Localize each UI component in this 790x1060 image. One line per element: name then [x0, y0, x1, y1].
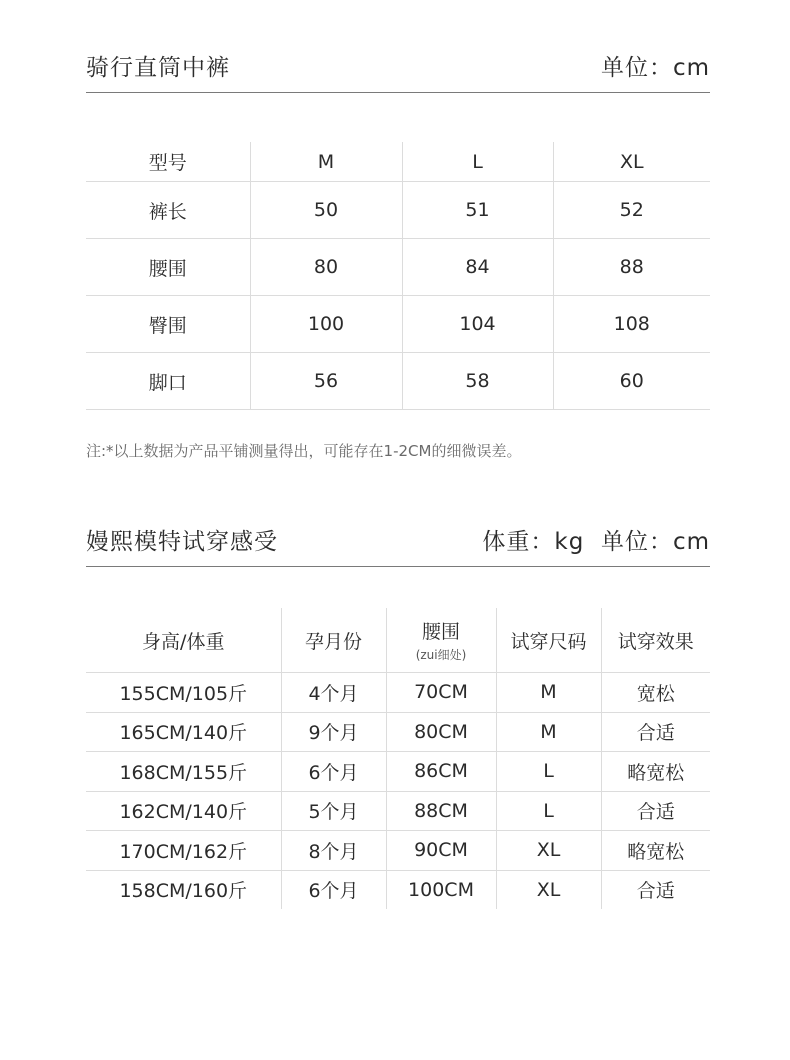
table-cell: 80 — [250, 239, 402, 296]
size-table — [86, 142, 710, 410]
table-cell: 合适 — [601, 870, 710, 909]
header-cell: 试穿效果 — [601, 608, 710, 673]
table-row — [86, 752, 710, 792]
header-cell: XL — [553, 142, 710, 182]
table-cell: 158CM/160斤 — [119, 880, 248, 903]
header-cell: 型号 — [86, 142, 250, 182]
table-cell: 170CM/162斤 — [86, 831, 281, 871]
table-row — [86, 712, 710, 752]
header-waist-label: 腰围 — [421, 621, 460, 643]
model-table-header-row — [86, 608, 710, 673]
header-cell: 孕月份 — [281, 608, 386, 673]
unit-label: 体重：kg 单位：cm — [482, 529, 710, 555]
table-cell: 56 — [250, 353, 402, 410]
table-cell: 6个月 — [281, 870, 386, 909]
table-row — [86, 791, 710, 831]
table-cell: XL — [496, 870, 601, 909]
table-row — [86, 870, 710, 909]
table-cell: 70CM — [386, 673, 496, 713]
table-cell: M — [496, 712, 601, 752]
table-cell: 88 — [553, 239, 710, 296]
table-cell: 6个月 — [281, 752, 386, 792]
header-cell: 试穿尺码 — [496, 608, 601, 673]
model-fit-table — [86, 608, 710, 909]
table-cell: 60 — [553, 353, 710, 410]
table-cell: 5个月 — [281, 791, 386, 831]
table-cell: 8个月 — [281, 831, 386, 871]
table-cell: L — [496, 752, 601, 792]
header-cell: 身高/体重 — [86, 608, 281, 673]
header-cell: M — [250, 142, 402, 182]
product-title: 骑行直筒中裤 — [86, 55, 230, 81]
table-row — [86, 239, 710, 296]
table-cell: 155CM/105斤 — [86, 673, 281, 713]
table-cell: 90CM — [386, 831, 496, 871]
row-label: 腰围 — [86, 239, 250, 296]
table-cell: 合适 — [601, 712, 710, 752]
model-fit-header — [86, 516, 710, 567]
table-cell: 宽松 — [601, 673, 710, 713]
table-cell: 162CM/140斤 — [86, 791, 281, 831]
table-cell: L — [496, 791, 601, 831]
table-cell: 51 — [402, 182, 553, 239]
size-chart-header — [86, 42, 710, 93]
table-row — [86, 673, 710, 713]
table-cell: 108 — [553, 296, 710, 353]
table-row — [86, 353, 710, 410]
table-row — [86, 831, 710, 871]
table-row — [86, 182, 710, 239]
table-cell: 84 — [402, 239, 553, 296]
unit-label: 单位：cm — [600, 55, 710, 81]
measurement-note: 注:*以上数据为产品平铺测量得出，可能存在1-2CM的细微误差。 — [86, 442, 522, 460]
table-cell: 88CM — [386, 791, 496, 831]
row-label: 脚口 — [86, 353, 250, 410]
table-cell: 165CM/140斤 — [86, 712, 281, 752]
table-cell: 4个月 — [281, 673, 386, 713]
table-cell: 58 — [402, 353, 553, 410]
table-cell: 100CM — [386, 870, 496, 909]
header-cell-waist — [386, 608, 496, 673]
size-table-header-row — [86, 142, 710, 182]
header-waist-sublabel: (zui细处) — [415, 648, 467, 662]
table-cell: 86CM — [386, 752, 496, 792]
table-cell: 168CM/155斤 — [86, 752, 281, 792]
table-cell: 100 — [250, 296, 402, 353]
row-label: 裤长 — [86, 182, 250, 239]
row-label: 臀围 — [86, 296, 250, 353]
table-cell: 80CM — [386, 712, 496, 752]
table-cell: 52 — [553, 182, 710, 239]
table-cell: 104 — [402, 296, 553, 353]
table-cell: 50 — [250, 182, 402, 239]
table-cell: 合适 — [601, 791, 710, 831]
table-cell: 9个月 — [281, 712, 386, 752]
table-row — [86, 296, 710, 353]
header-cell: L — [402, 142, 553, 182]
table-cell: M — [496, 673, 601, 713]
table-cell: 略宽松 — [601, 752, 710, 792]
table-cell: 略宽松 — [601, 831, 710, 871]
table-cell: XL — [496, 831, 601, 871]
model-fit-title: 嫚熙模特试穿感受 — [86, 529, 278, 555]
